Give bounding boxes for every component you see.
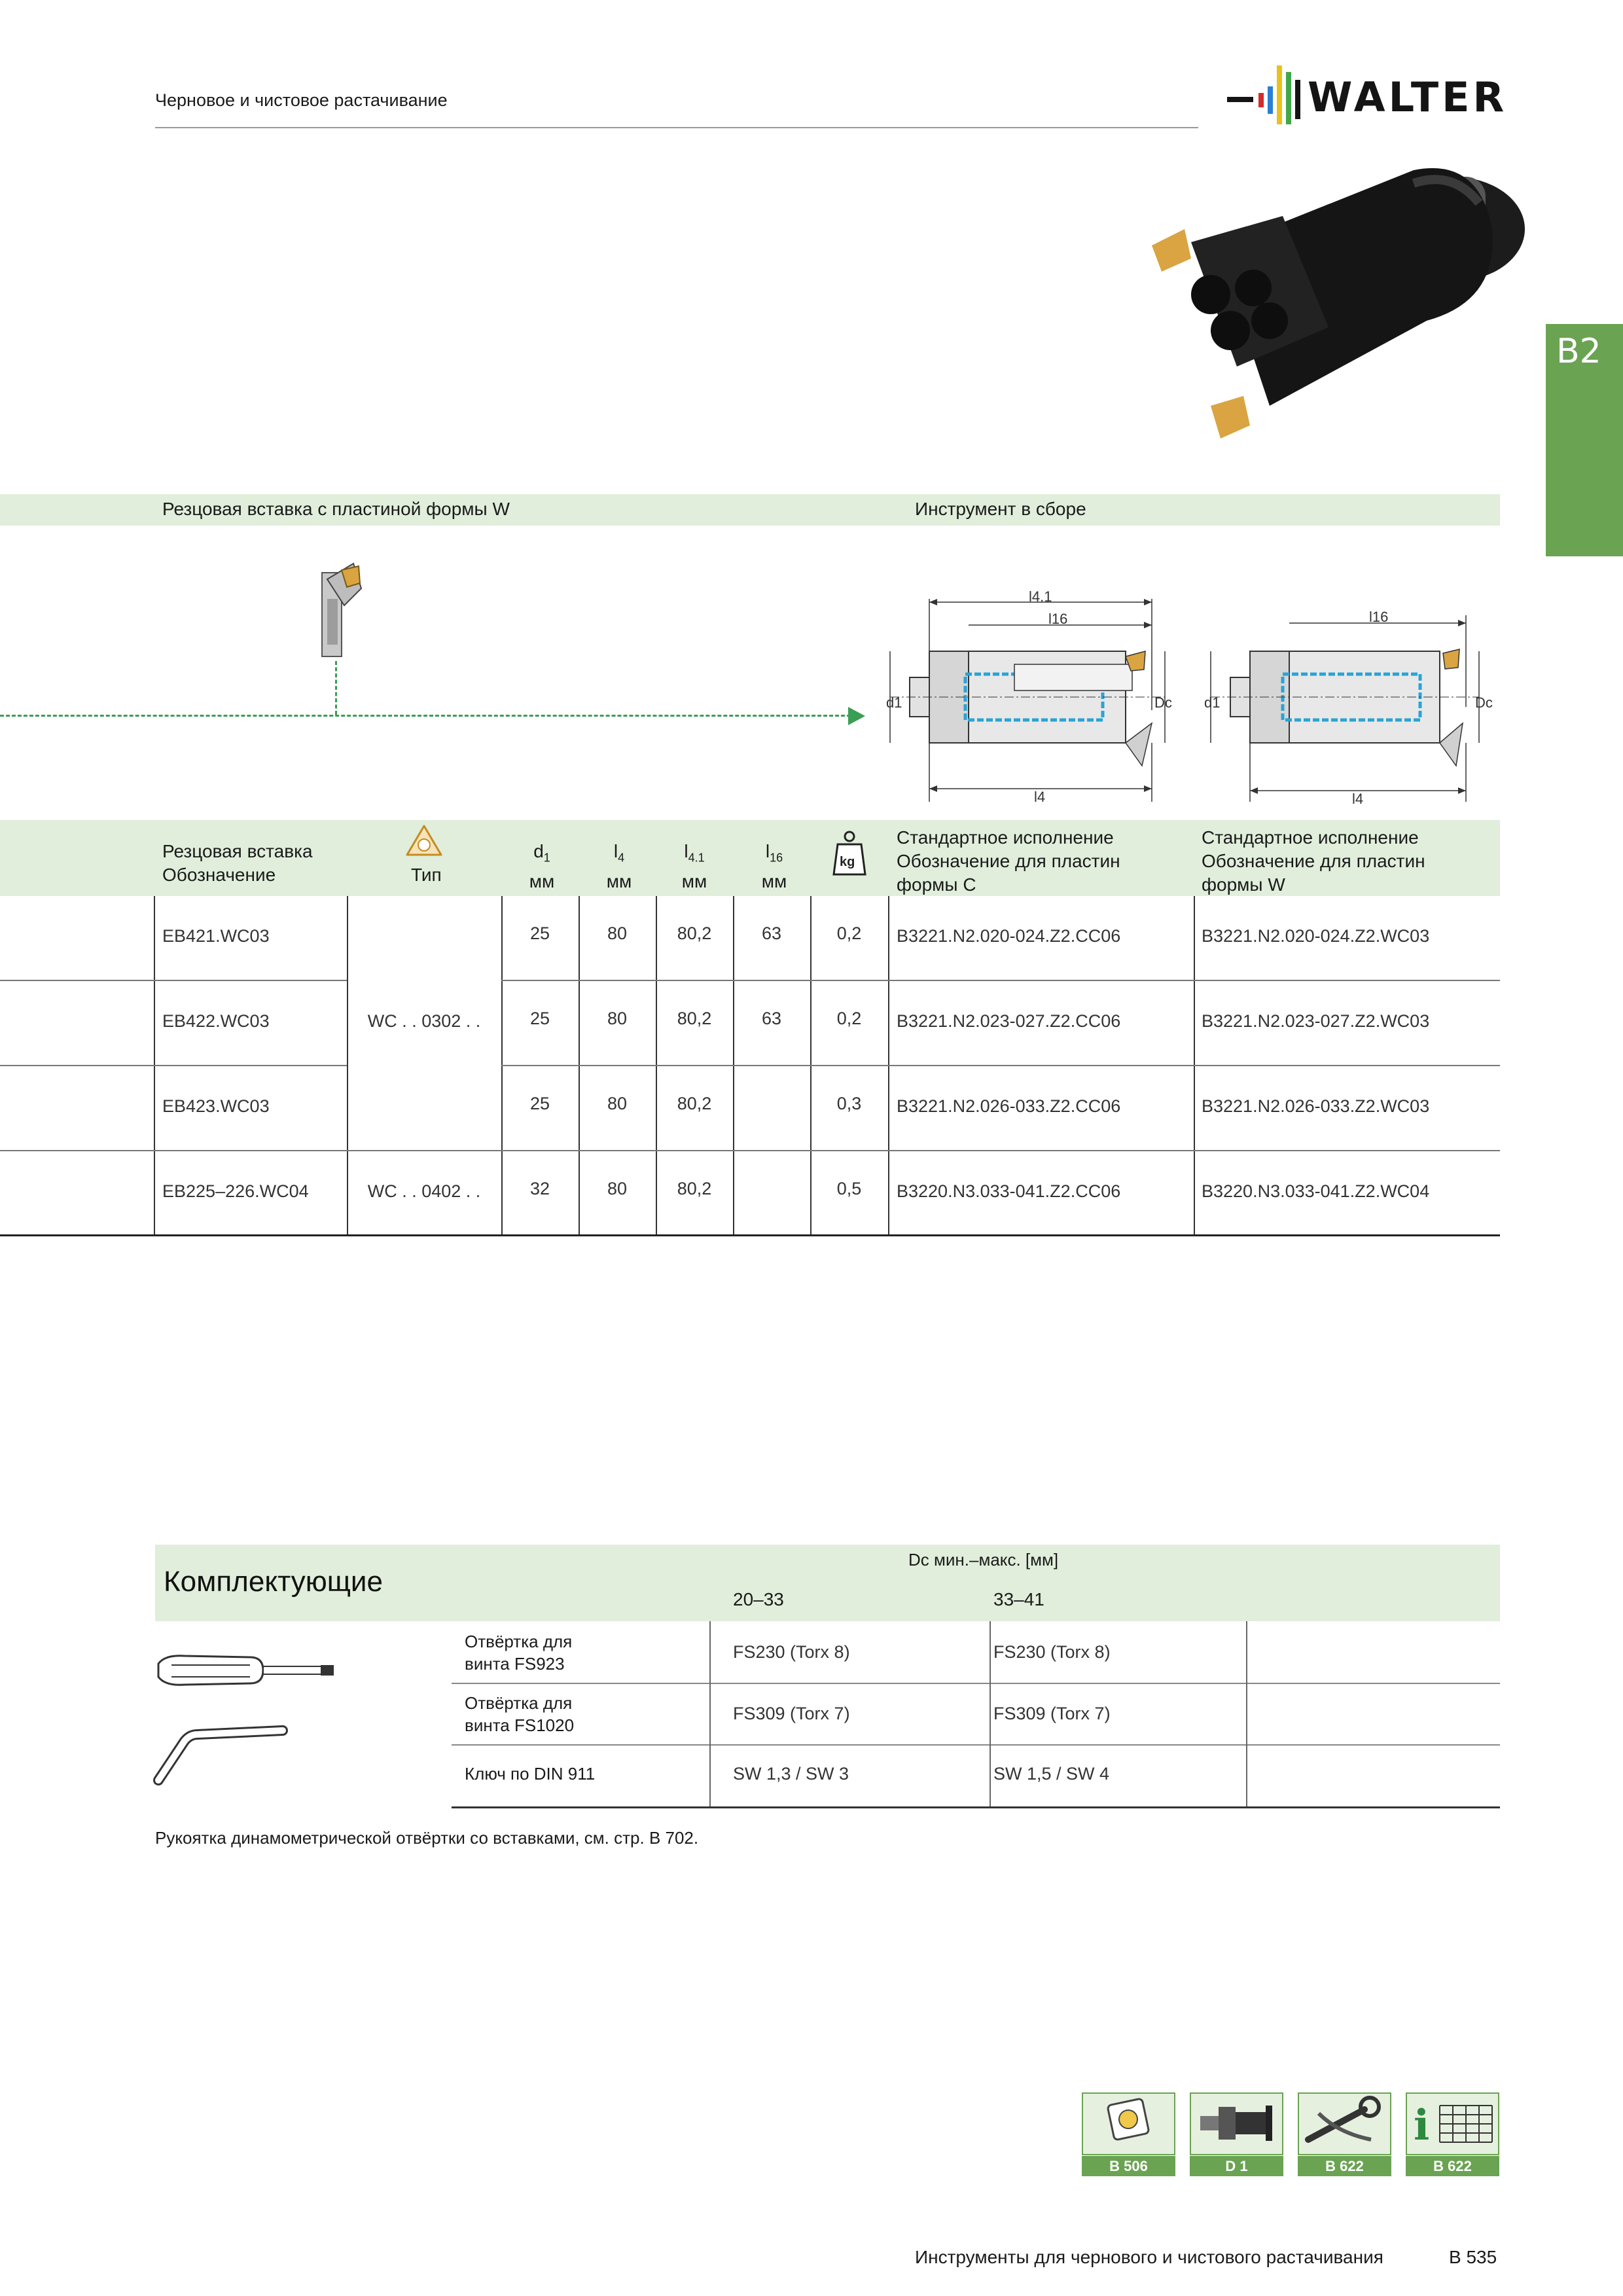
row4-l4: 80 [607, 1179, 628, 1198]
acc-row2-v2: FS309 (Torx 7) [993, 1704, 1111, 1723]
product-table [0, 896, 1500, 1236]
dim-d1-2: d1 [1204, 694, 1221, 711]
row1-std-c: B3221.N2.020-024.Z2.CC06 [897, 926, 1121, 946]
assembled-tool-photo [1113, 131, 1531, 458]
weight-icon-label: kg [840, 855, 855, 869]
footnote: Рукоятка динамометрической отвёртки со вставками, см. стр. B 702. [155, 1828, 699, 1848]
acc-row1-v1: FS230 (Torx 8) [733, 1642, 850, 1662]
logo-stripes-icon [1227, 60, 1306, 132]
row2-d1: 25 [529, 1009, 550, 1028]
row4-std-w: B3220.N3.033-041.Z2.WC04 [1202, 1181, 1430, 1201]
row4-weight: 0,5 [836, 1179, 862, 1198]
row2-l16: 63 [761, 1009, 782, 1028]
row3-l41: 80,2 [677, 1094, 712, 1113]
acc-row2-name: Отвёртка для винта FS1020 [465, 1693, 575, 1735]
row3-designation: EB423.WC03 [162, 1096, 270, 1116]
type-group-0302: WC . . 0302 . . [367, 1011, 481, 1031]
weight-icon [831, 830, 868, 877]
dim-l16: l16 [1048, 611, 1068, 627]
row1-weight: 0,2 [836, 924, 862, 943]
svg-text:i: i [1414, 2101, 1430, 2150]
range-20-33: 20–33 [733, 1589, 784, 1609]
assembly-flow-line [0, 715, 851, 717]
footer-title: Инструменты для чернового и чистового растачивания [915, 2247, 1383, 2267]
row4-d1: 32 [529, 1179, 550, 1198]
walter-logo [1227, 60, 1508, 132]
dc-range-header: Dc мин.–макс. [мм] [908, 1550, 1059, 1570]
flow-line-drop [335, 661, 337, 715]
acc-row2-v1: FS309 (Torx 7) [733, 1704, 850, 1723]
row2-designation: EB422.WC03 [162, 1011, 270, 1031]
accessory-tools-drawing [152, 1649, 355, 1793]
row4-designation: EB225–226.WC04 [162, 1181, 309, 1201]
row2-weight: 0,2 [836, 1009, 862, 1028]
acc-row3-v1: SW 1,3 / SW 3 [733, 1764, 849, 1784]
dim-d1: d1 [886, 694, 902, 711]
row1-std-w: B3221.N2.020-024.Z2.WC03 [1202, 926, 1430, 946]
ref-insert-b506[interactable] [1082, 2092, 1175, 2176]
ref-wrench-b622[interactable] [1298, 2092, 1391, 2176]
adaptor-icon [1191, 2094, 1282, 2154]
assembly-drawing-2 [1191, 609, 1499, 805]
assembly-section-label: Инструмент в сборе [915, 499, 1086, 519]
accessories-table [452, 1621, 1500, 1808]
page-number: B 535 [1449, 2247, 1497, 2267]
row1-l4: 80 [607, 924, 628, 943]
dim-dc-2: Dc [1475, 694, 1493, 711]
row2-l4: 80 [607, 1009, 628, 1028]
dim-dc: Dc [1154, 694, 1172, 711]
th-type: Тип [411, 865, 442, 885]
page-header-title: Черновое и чистовое растачивание [155, 90, 448, 110]
acc-row1-v2: FS230 (Torx 8) [993, 1642, 1111, 1662]
row4-l41: 80,2 [677, 1179, 712, 1198]
acc-row1-name: Отвёртка для винта FS923 [465, 1632, 573, 1674]
row1-l41: 80,2 [677, 924, 712, 943]
insert-section-label: Резцовая вставка с пластиной формы W [162, 499, 510, 519]
row2-std-c: B3221.N2.023-027.Z2.CC06 [897, 1011, 1121, 1031]
assembly-drawing-1 [877, 586, 1191, 808]
accessories-title: Комплектующие [164, 1566, 383, 1598]
ref-info-b622[interactable] [1406, 2092, 1499, 2176]
row1-l16: 63 [761, 924, 782, 943]
row4-std-c: B3220.N3.033-041.Z2.CC06 [897, 1181, 1121, 1201]
row3-std-c: B3221.N2.026-033.Z2.CC06 [897, 1096, 1121, 1116]
row1-designation: EB421.WC03 [162, 926, 270, 946]
ref-label-d1: D 1 [1190, 2156, 1283, 2176]
ref-label-b622-b: B 622 [1406, 2156, 1499, 2176]
section-tab-label: B2 [1556, 332, 1601, 371]
range-33-41: 33–41 [993, 1589, 1044, 1609]
ref-label-b622-a: B 622 [1298, 2156, 1391, 2176]
row3-l4: 80 [607, 1094, 628, 1113]
th-l41: $l_{4.1}$ мм [681, 841, 707, 891]
row3-d1: 25 [529, 1094, 550, 1113]
header-rule [155, 127, 1198, 128]
wrench-icon [1299, 2094, 1390, 2154]
flow-arrow-icon [848, 707, 865, 725]
insert-square-icon [1083, 2094, 1174, 2154]
dim-l4-2: l4 [1352, 791, 1364, 805]
dim-l41: l4.1 [1029, 588, 1052, 605]
th-l16: $l_{16}$ мм [761, 841, 787, 891]
type-group-0402: WC . . 0402 . . [367, 1181, 481, 1201]
acc-row3-name: Ключ по DIN 911 [465, 1764, 596, 1784]
acc-row3-v2: SW 1,5 / SW 4 [993, 1764, 1110, 1784]
dim-l4: l4 [1034, 789, 1046, 805]
insert-shape-w-icon [404, 823, 444, 861]
section-tab [1546, 324, 1623, 556]
dim-l16-2: l16 [1369, 609, 1389, 625]
hex-key-icon [158, 1731, 283, 1780]
th-standard-w: Стандартное исполнение Обозначение для пластин формы W [1202, 827, 1425, 895]
row2-l41: 80,2 [677, 1009, 712, 1028]
th-standard-c: Стандартное исполнение Обозначение для пластин формы C [897, 827, 1120, 895]
ref-label-b506: B 506 [1082, 2156, 1175, 2176]
ref-adaptor-d1[interactable] [1190, 2092, 1283, 2176]
row1-d1: 25 [529, 924, 550, 943]
th-l4: $l_4$ мм [606, 841, 632, 891]
th-d1: $d_1$ мм [529, 841, 555, 891]
th-insert: Резцовая вставка Обозначение [162, 841, 313, 885]
screwdriver-icon [158, 1656, 334, 1685]
row2-std-w: B3221.N2.023-027.Z2.WC03 [1202, 1011, 1430, 1031]
row3-std-w: B3221.N2.026-033.Z2.WC03 [1202, 1096, 1430, 1116]
info-table-icon [1407, 2094, 1498, 2154]
row3-weight: 0,3 [836, 1094, 862, 1113]
cartridge-insert-drawing [308, 560, 366, 664]
brand-name: WALTER [1308, 73, 1508, 121]
